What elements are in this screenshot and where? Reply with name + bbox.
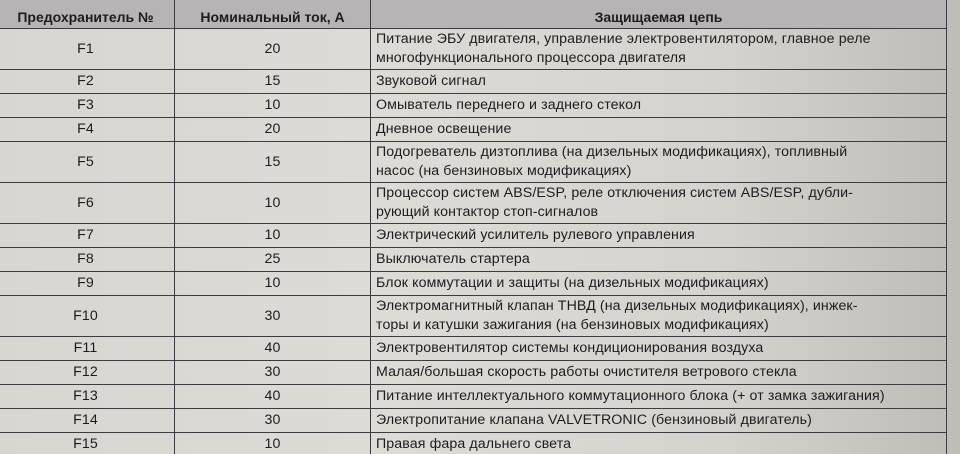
- fuse-number-cell: F15: [0, 433, 175, 454]
- protected-circuit-cell: [371, 296, 947, 337]
- header-protected-circuit: Защищаемая цепь: [371, 0, 947, 29]
- table-row: [0, 118, 947, 142]
- protected-circuit-cell: [371, 337, 947, 361]
- table-row: [0, 183, 947, 224]
- protected-circuit-cell: [371, 29, 947, 70]
- circuit-line: Малая/большая скорость работы очистителя ветрового стекла: [376, 364, 797, 380]
- rated-current-cell: 10: [175, 433, 371, 454]
- circuit-line: Электровентилятор системы кондиционирования воздуха: [376, 340, 764, 356]
- header-fuse-number: Предохранитель №: [0, 0, 175, 29]
- protected-circuit-cell: [371, 70, 947, 94]
- table-header-row: [0, 0, 947, 29]
- table-row: [0, 248, 947, 272]
- table-row: [0, 94, 947, 118]
- protected-circuit-cell: [371, 248, 947, 272]
- table-row: [0, 29, 947, 70]
- protected-circuit-cell: [371, 385, 947, 409]
- circuit-line: Правая фара дальнего света: [376, 436, 572, 452]
- fuse-number-cell: F4: [0, 118, 175, 142]
- rated-current-cell: 10: [175, 183, 371, 224]
- circuit-line: Блок коммутации и защиты (на дизельных модификациях): [376, 275, 769, 291]
- rated-current-cell: 30: [175, 409, 371, 433]
- fuse-number-cell: F14: [0, 409, 175, 433]
- fuse-number-cell: F6: [0, 183, 175, 224]
- table-row: [0, 433, 947, 454]
- fuse-number-cell: F13: [0, 385, 175, 409]
- fuse-number-cell: F10: [0, 296, 175, 337]
- rated-current-cell: 20: [175, 29, 371, 70]
- protected-circuit-cell: [371, 433, 947, 454]
- circuit-line: Дневное освещение: [376, 121, 512, 137]
- table-row: [0, 385, 947, 409]
- circuit-line: торы и катушки зажигания (на бензиновых модификациях): [376, 317, 769, 333]
- rated-current-cell: 40: [175, 385, 371, 409]
- rated-current-cell: 10: [175, 272, 371, 296]
- circuit-line: Омыватель переднего и заднего стекол: [376, 97, 642, 113]
- fuse-number-cell: F5: [0, 142, 175, 183]
- rated-current-cell: 20: [175, 118, 371, 142]
- fuse-number-cell: F7: [0, 224, 175, 248]
- fuse-number-cell: F12: [0, 361, 175, 385]
- rated-current-cell: 30: [175, 361, 371, 385]
- table-row: [0, 70, 947, 94]
- circuit-line: Питание ЭБУ двигателя, управление электровентилятором, главное реле: [376, 31, 871, 47]
- rated-current-cell: 10: [175, 94, 371, 118]
- circuit-line: Подогреватель дизтоплива (на дизельных модификациях), топливный: [376, 144, 848, 160]
- protected-circuit-cell: [371, 224, 947, 248]
- circuit-line: Питание интеллектуального коммутационного блока (+ от замка зажигания): [376, 388, 885, 404]
- rated-current-cell: 30: [175, 296, 371, 337]
- table-row: [0, 272, 947, 296]
- table-row: [0, 296, 947, 337]
- rated-current-cell: 10: [175, 224, 371, 248]
- circuit-line: рующий контактор стоп-сигналов: [376, 204, 599, 220]
- circuit-line: Звуковой сигнал: [376, 73, 486, 89]
- rated-current-cell: 15: [175, 142, 371, 183]
- protected-circuit-cell: [371, 183, 947, 224]
- protected-circuit-cell: [371, 142, 947, 183]
- fuse-number-cell: F3: [0, 94, 175, 118]
- table-row: [0, 361, 947, 385]
- fuse-number-cell: F2: [0, 70, 175, 94]
- protected-circuit-cell: [371, 272, 947, 296]
- circuit-line: Выключатель стартера: [376, 251, 530, 267]
- rated-current-cell: 15: [175, 70, 371, 94]
- circuit-line: Электромагнитный клапан ТНВД (на дизельных модификациях), инжек-: [376, 298, 858, 314]
- fuse-number-cell: F11: [0, 337, 175, 361]
- circuit-line: Процессор систем ABS/ESP, реле отключения систем ABS/ESP, дубли-: [376, 185, 854, 201]
- protected-circuit-cell: [371, 118, 947, 142]
- table-row: [0, 409, 947, 433]
- rated-current-cell: 40: [175, 337, 371, 361]
- protected-circuit-cell: [371, 361, 947, 385]
- fuse-number-cell: F8: [0, 248, 175, 272]
- table-body: [0, 29, 947, 454]
- fuse-number-cell: F9: [0, 272, 175, 296]
- table-row: [0, 142, 947, 183]
- table-row: [0, 224, 947, 248]
- table-row: [0, 337, 947, 361]
- protected-circuit-cell: [371, 409, 947, 433]
- circuit-line: многофункционального процессора двигателя: [376, 50, 686, 66]
- fuse-number-cell: F1: [0, 29, 175, 70]
- circuit-line: Электропитание клапана VALVETRONIC (бензиновый двигатель): [376, 412, 812, 428]
- header-rated-current: Номинальный ток, А: [175, 0, 371, 29]
- protected-circuit-cell: [371, 94, 947, 118]
- circuit-line: насос (на бензиновых модификациях): [376, 163, 632, 179]
- rated-current-cell: 25: [175, 248, 371, 272]
- circuit-line: Электрический усилитель рулевого управления: [376, 227, 695, 243]
